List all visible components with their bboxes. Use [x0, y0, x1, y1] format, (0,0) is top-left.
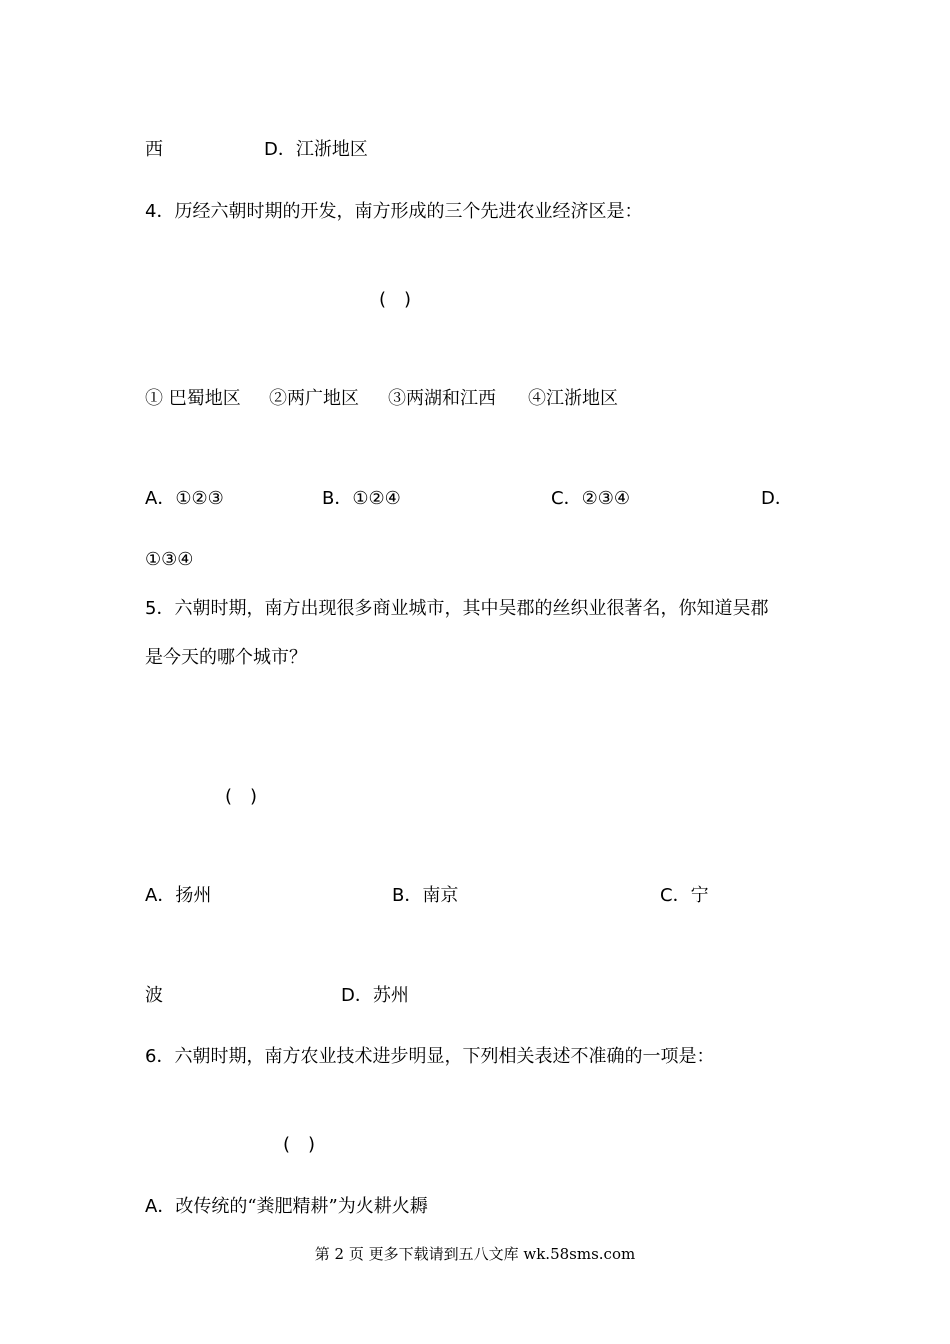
page-footer: 第 2 页 更多下载请到五八文库 wk.58sms.com — [314, 1245, 636, 1263]
q4-option-c — [551, 487, 630, 511]
q4-number: 4． — [145, 201, 175, 222]
q4-option-a — [145, 487, 224, 511]
q5-option-c-continuation: 波 — [145, 985, 163, 1006]
q3-option-c-continuation: 西 — [145, 139, 163, 160]
q4-option-d — [761, 487, 793, 511]
q4-stem — [145, 200, 642, 224]
q3-option-d-text: 江浙地区 — [295, 139, 368, 160]
q4-item-3: ③两湖和江西 — [388, 388, 496, 409]
q5-option-a-letter: A． — [145, 885, 176, 906]
q5-option-b-letter: B． — [392, 885, 423, 906]
q4-answer-blank: ( ) — [379, 289, 412, 310]
q4-option-b-letter: B． — [322, 488, 353, 509]
q4-option-b — [322, 487, 401, 511]
q6-answer-blank: ( ) — [283, 1134, 316, 1155]
q5-option-b-text: 南京 — [422, 885, 459, 906]
q5-option-c-text: 宁 — [690, 885, 709, 906]
q4-option-a-text: ①②③ — [175, 488, 224, 509]
q4-stem-text: 历经六朝时期的开发，南方形成的三个先进农业经济区是： — [174, 201, 643, 222]
q4-item-1: ① 巴蜀地区 — [145, 388, 241, 409]
q4-option-b-text: ①②④ — [352, 488, 401, 509]
q5-option-c-letter: C． — [660, 885, 691, 906]
q4-option-c-letter: C． — [551, 488, 582, 509]
q4-option-d-letter: D． — [761, 488, 793, 509]
q5-stem-text-1: 六朝时期，南方出现很多商业城市，其中吴郡的丝织业很著名，你知道吴郡 — [174, 598, 769, 619]
q4-option-d-continuation: ①③④ — [145, 549, 194, 570]
q6-option-a-letter: A． — [145, 1196, 176, 1217]
q5-stem-line2: 是今天的哪个城市？ — [145, 647, 307, 668]
q5-option-b — [392, 884, 458, 908]
q5-answer-blank: ( ) — [225, 786, 258, 807]
q5-option-c — [660, 884, 709, 908]
q6-option-a-text: 改传统的“粪肥精耕”为火耕火耨 — [175, 1196, 428, 1217]
q5-number: 5． — [145, 598, 175, 619]
q5-stem-line1 — [145, 597, 768, 621]
q6-stem-text: 六朝时期，南方农业技术进步明显，下列相关表述不准确的一项是： — [174, 1046, 715, 1067]
q4-item-4: ④江浙地区 — [528, 388, 618, 409]
q4-item-2: ②两广地区 — [269, 388, 359, 409]
q5-option-d — [341, 984, 409, 1008]
q6-option-a — [145, 1195, 428, 1219]
q3-option-d-letter: D． — [264, 139, 296, 160]
q6-stem — [145, 1045, 714, 1069]
q5-option-a-text: 扬州 — [175, 885, 212, 906]
q3-option-d — [264, 138, 368, 162]
q5-option-d-letter: D． — [341, 985, 373, 1006]
q5-option-d-text: 苏州 — [372, 985, 409, 1006]
q5-option-a — [145, 884, 211, 908]
q4-option-a-letter: A． — [145, 488, 176, 509]
q6-number: 6． — [145, 1046, 175, 1067]
q4-option-c-text: ②③④ — [581, 488, 630, 509]
